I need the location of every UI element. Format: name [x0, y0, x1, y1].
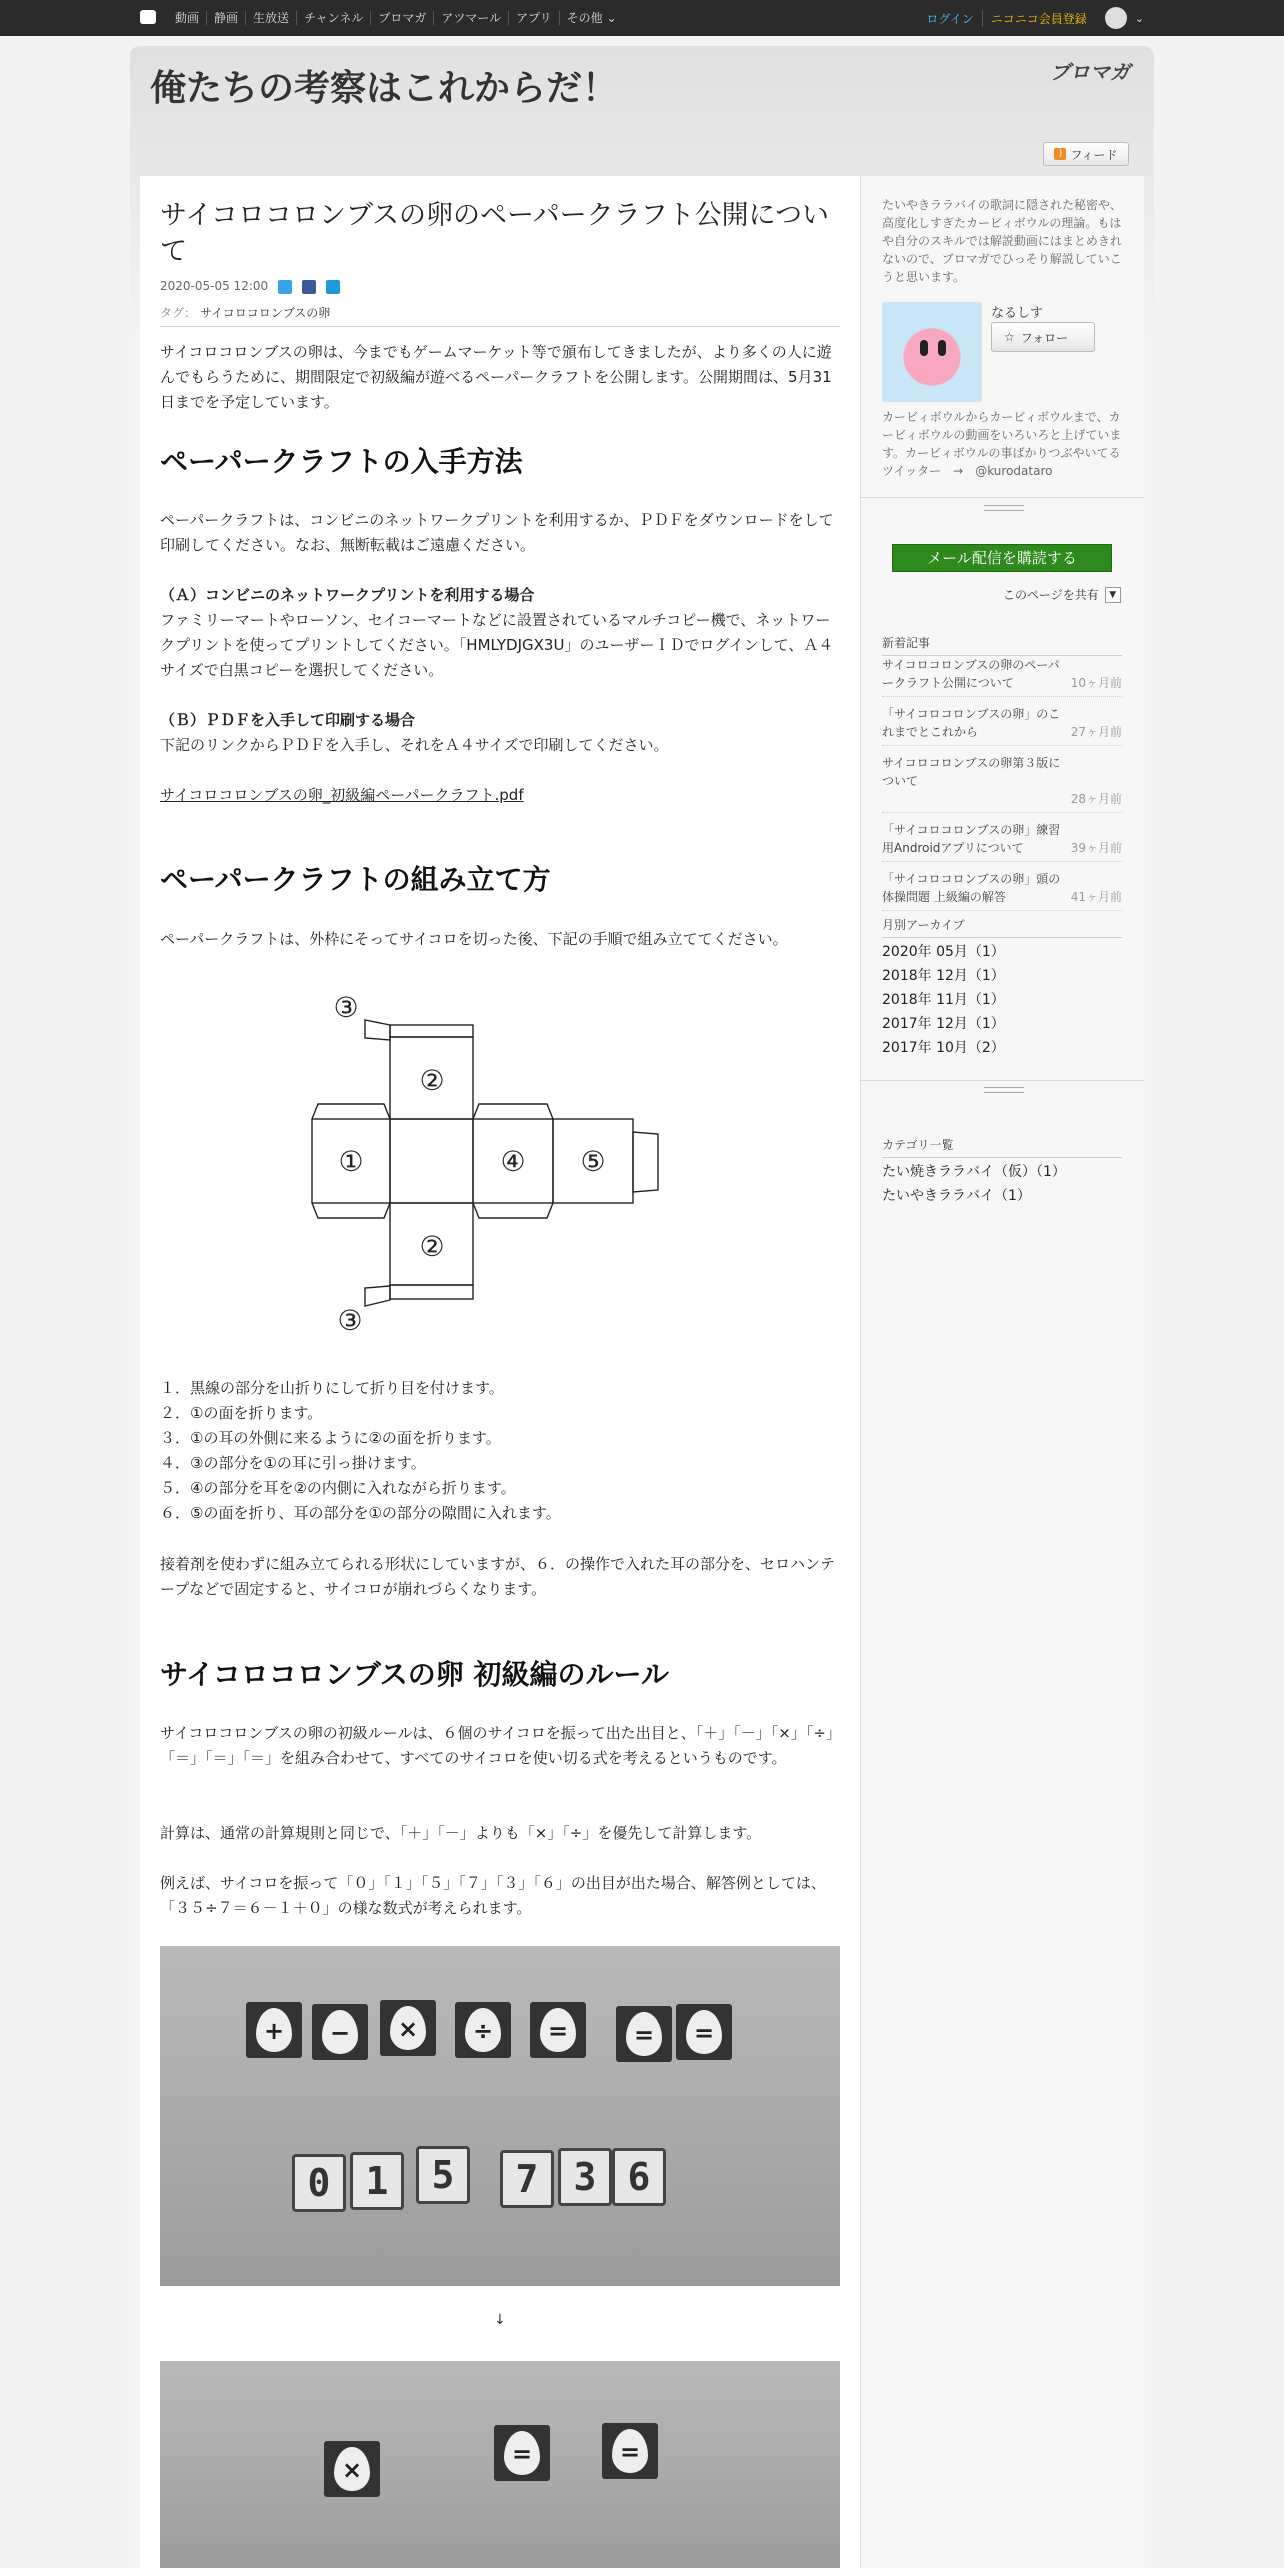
- die-3: 3: [558, 2148, 612, 2206]
- step-5: ５．④の部分を耳を②の内側に入れながら折ります。: [160, 1479, 516, 1497]
- recent-post-title: サイコロコロンブスの卵のペーパークラフト公開について: [882, 658, 1060, 690]
- hatena-bookmark-icon[interactable]: [326, 280, 340, 294]
- nav-blomaga[interactable]: ブロマガ: [370, 11, 433, 25]
- op-minus-label: −: [322, 2010, 358, 2054]
- ear-3-top-label: ③: [333, 991, 359, 1024]
- avatar-eye-left: [920, 340, 928, 356]
- rules-paragraph-1: サイコロコロンブスの卵の初級ルールは、６個のサイコロを振って出た出目と、「＋」「－」「×」「÷」「＝」「＝」「＝」を組み合わせて、すべてのサイコロを使い切る式を考えるというものです。: [160, 1724, 834, 1767]
- op-tile-equals-4: [494, 2425, 550, 2481]
- recent-post-age: 41ヶ月前: [1070, 890, 1122, 904]
- star-icon: ☆: [1004, 330, 1015, 344]
- nav-atsumaru[interactable]: アツマール: [433, 11, 508, 25]
- dice-photo-2: [160, 2361, 840, 2568]
- nav-channel[interactable]: チャンネル: [296, 11, 370, 25]
- die-0: 0: [292, 2154, 346, 2212]
- author-profile: カービィボウルからカービィボウルまで、カービィボウルの動画をいろいろと上げています。カービィボウルの事ばかりつぶやいてるツイッター → @kurodataro: [882, 410, 1122, 478]
- op-tile-divide: [455, 2002, 511, 2058]
- nav-video[interactable]: 動画: [175, 11, 200, 25]
- die-5: 5: [416, 2146, 470, 2204]
- nav-other-label: その他: [566, 11, 603, 25]
- archive-item[interactable]: 2018年 11月（1）: [882, 992, 1005, 1008]
- sidebar-separator: [860, 497, 1144, 498]
- step-2: ２．①の面を折ります。: [160, 1404, 323, 1422]
- op-tile-equals-2: [616, 2006, 672, 2062]
- face-2-label: ②: [419, 1064, 445, 1097]
- follow-label: フォロー: [1020, 330, 1069, 345]
- chevron-down-icon[interactable]: ⌄: [1134, 11, 1144, 25]
- recent-posts-heading: 新着記事: [882, 634, 1122, 656]
- divider: [160, 326, 840, 327]
- category-list: [882, 1160, 1122, 1208]
- archive-item[interactable]: 2017年 12月（1）: [882, 1016, 1005, 1032]
- recent-post[interactable]: [882, 821, 1122, 862]
- grip-handle-icon: [984, 505, 1024, 511]
- recent-post-title: 「サイコロコロンブスの卵」のこれまでとこれから: [882, 707, 1061, 739]
- dice-net-diagram: [310, 990, 670, 1360]
- register-link[interactable]: ニコニコ会員登録: [982, 10, 1087, 27]
- dice-photo-1: [160, 1946, 840, 2286]
- rss-icon: ): [1054, 148, 1066, 160]
- archive-list: [882, 940, 1122, 1060]
- op-tile-equals-3: [676, 2004, 732, 2060]
- user-avatar-icon[interactable]: [1105, 7, 1127, 29]
- op-times-2-label: ×: [334, 2447, 370, 2491]
- op-times-label: ×: [390, 2006, 426, 2050]
- die-6: 6: [612, 2148, 666, 2206]
- recent-post-age: 10ヶ月前: [1070, 676, 1122, 690]
- category-heading: カテゴリ一覧: [882, 1136, 1122, 1158]
- sidebar-separator: [860, 1080, 1144, 1081]
- build-body: ペーパークラフトは、外枠にそってサイコロを切った後、下記の手順で組み立ててください。: [160, 930, 788, 948]
- op-equals-3-label: =: [686, 2010, 722, 2054]
- face-5-label: ⑤: [580, 1145, 606, 1178]
- sidebar: [860, 176, 1144, 2568]
- op-equals-2-label: =: [626, 2012, 662, 2056]
- blog-title[interactable]: 俺たちの考察はこれからだ！: [150, 68, 619, 109]
- op-tile-plus: [246, 2002, 302, 2058]
- recent-post[interactable]: [882, 656, 1122, 697]
- account-area: [926, 0, 1144, 36]
- avatar-eye-right: [938, 340, 946, 356]
- rules-paragraph-2: 計算は、通常の計算規則と同じで、「＋」「－」よりも「×」「÷」を優先して計算します。: [160, 1824, 762, 1842]
- op-tile-times-2: [324, 2441, 380, 2497]
- recent-post-age: 27ヶ月前: [1070, 725, 1122, 739]
- step-4: ４．③の部分を①の耳に引っ掛けます。: [160, 1454, 426, 1472]
- pdf-link[interactable]: サイコロコロンブスの卵_初級編ペーパークラフト.pdf: [160, 786, 524, 804]
- tag-label: タグ：: [160, 306, 197, 320]
- article-intro: サイコロコロンブスの卵は、今までもゲームマーケット等で頒布してきましたが、より多くの人に遊んでもらうために、期間限定で初級編が遊べるペーパークラフトを公開します。公開期間は、5月31日までを予定しています。: [160, 343, 832, 411]
- login-link[interactable]: ログイン: [926, 11, 974, 26]
- heading-build: ペーパークラフトの組み立て方: [160, 863, 551, 896]
- die-1: 1: [350, 2152, 404, 2210]
- nav-live[interactable]: 生放送: [245, 11, 296, 25]
- nav-seiga[interactable]: 静画: [206, 11, 245, 25]
- op-tile-times: [380, 2000, 436, 2056]
- option-b-body: 下記のリンクからＰＤＦを入手し、それをＡ４サイズで印刷してください。: [160, 736, 669, 754]
- article-tags: [160, 304, 330, 321]
- top-navigation-bar: [0, 0, 1284, 36]
- subscribe-mail-button[interactable]: メール配信を購読する: [892, 544, 1112, 572]
- author-name[interactable]: なるしす: [991, 306, 1044, 321]
- op-tile-equals-5: [602, 2423, 658, 2479]
- option-a-body: ファミリーマートやローソン、セイコーマートなどに設置されているマルチコピー機で、ネットワークプリントを使ってプリントしてください。「HMLYDJGX3U」のユーザーＩＤでログインして、Ａ４サイズで白黒コピーを選択してください。: [160, 611, 834, 679]
- archive-heading: 月別アーカイブ: [882, 916, 1122, 938]
- author-avatar[interactable]: [882, 302, 982, 402]
- down-arrow: ↓: [494, 2312, 506, 2328]
- recent-post-title: サイコロコロンブスの卵第３版について: [882, 756, 1061, 788]
- article-date: 2020-05-05 12:00: [160, 279, 269, 293]
- face-1-label: ①: [338, 1145, 364, 1178]
- recent-post-title: 「サイコロコロンブスの卵」練習用Androidアプリについて: [882, 823, 1061, 855]
- category-item[interactable]: たい焼きララバイ（仮）（1）: [882, 1164, 1066, 1180]
- rules-paragraph-3: 例えば、サイコロを振って「０」「１」「５」「７」「３」「６」の出目が出た場合、解答例としては、「３５÷７＝６－１＋０」の様な数式が考えられます。: [160, 1874, 826, 1917]
- recent-post-age: 28ヶ月前: [1070, 792, 1122, 806]
- recent-post-title: 「サイコロコロンブスの卵」頭の体操問題 上級編の解答: [882, 872, 1061, 904]
- option-b-title: （Ｂ）ＰＤＦを入手して印刷する場合: [160, 711, 416, 729]
- op-equals-4-label: =: [504, 2431, 540, 2475]
- step-1: １．黒線の部分を山折りにして折り目を付けます。: [160, 1379, 504, 1397]
- step-6: ６．⑤の面を折り、耳の部分を①の部分の隙間に入れます。: [160, 1504, 561, 1522]
- blomaga-logo[interactable]: ブロマガ: [1050, 60, 1130, 84]
- option-a-title: （Ａ）コンビニのネットワークプリントを利用する場合: [160, 586, 535, 604]
- nav-other[interactable]: [559, 11, 624, 25]
- step-3: ３．①の耳の外側に来るように②の面を折ります。: [160, 1429, 501, 1447]
- heading-rules: サイコロコロンブスの卵 初級編のルール: [160, 1658, 669, 1691]
- heading-get: ペーパークラフトの入手方法: [160, 445, 523, 478]
- op-equals-5-label: =: [612, 2429, 648, 2473]
- archive-item[interactable]: 2018年 12月（1）: [882, 968, 1005, 984]
- recent-post[interactable]: [882, 754, 1122, 813]
- recent-post[interactable]: [882, 870, 1122, 911]
- grip-handle-icon: [984, 1087, 1024, 1093]
- chevron-down-icon: ⌄: [606, 11, 617, 25]
- category-item[interactable]: たいやきララバイ（1）: [882, 1188, 1031, 1204]
- face-4-label: ④: [500, 1145, 526, 1178]
- twitter-icon[interactable]: [278, 280, 292, 294]
- assembly-steps: [160, 1376, 840, 1526]
- share-page-label: このページを共有: [1003, 588, 1099, 602]
- niconico-tv-icon[interactable]: [140, 10, 156, 24]
- archive-item[interactable]: 2017年 10月（2）: [882, 1040, 1005, 1056]
- share-icons: [278, 280, 340, 294]
- build-note: 接着剤を使わずに組み立てられる形状にしていますが、６．の操作で入れた耳の部分を、セロハンテープなどで固定すると、サイコロが崩れづらくなります。: [160, 1555, 836, 1598]
- share-page-dropdown[interactable]: [1003, 586, 1121, 603]
- op-equals-1-label: =: [540, 2008, 576, 2052]
- service-nav: [168, 0, 624, 36]
- recent-post[interactable]: [882, 705, 1122, 746]
- blog-description: たいやきララバイの歌詞に隠された秘密や、高度化しすぎたカービィボウルの理論。もはや自分のスキルでは解説動画にはまとめきれないので、ブロマガでひっそり解説していこうと思います。: [882, 198, 1122, 284]
- dropdown-arrow-icon: ▼: [1105, 587, 1121, 603]
- tag-link[interactable]: サイコロコロンブスの卵: [200, 306, 331, 320]
- ear-3-bottom-label: ③: [337, 1304, 363, 1337]
- op-tile-equals-1: [530, 2002, 586, 2058]
- recent-post-age: 39ヶ月前: [1070, 841, 1122, 855]
- feed-label: フィード: [1070, 147, 1118, 162]
- recent-posts-list: [882, 656, 1122, 919]
- face-2b-label: ②: [419, 1230, 445, 1263]
- die-7: 7: [500, 2150, 554, 2208]
- op-divide-label: ÷: [465, 2008, 501, 2052]
- feed-button[interactable]: [1043, 142, 1129, 166]
- facebook-icon[interactable]: [302, 280, 316, 294]
- op-tile-minus: [312, 2004, 368, 2060]
- op-plus-label: +: [256, 2008, 292, 2052]
- follow-button[interactable]: [991, 322, 1095, 352]
- article-title: サイコロコロンブスの卵のペーパークラフト公開について: [160, 200, 830, 267]
- archive-item[interactable]: 2020年 05月（1）: [882, 944, 1005, 960]
- get-body: ペーパークラフトは、コンビニのネットワークプリントを利用するか、ＰＤＦをダウンロードをして印刷してください。なお、無断転載はご遠慮ください。: [160, 511, 834, 554]
- nav-app[interactable]: アプリ: [508, 11, 559, 25]
